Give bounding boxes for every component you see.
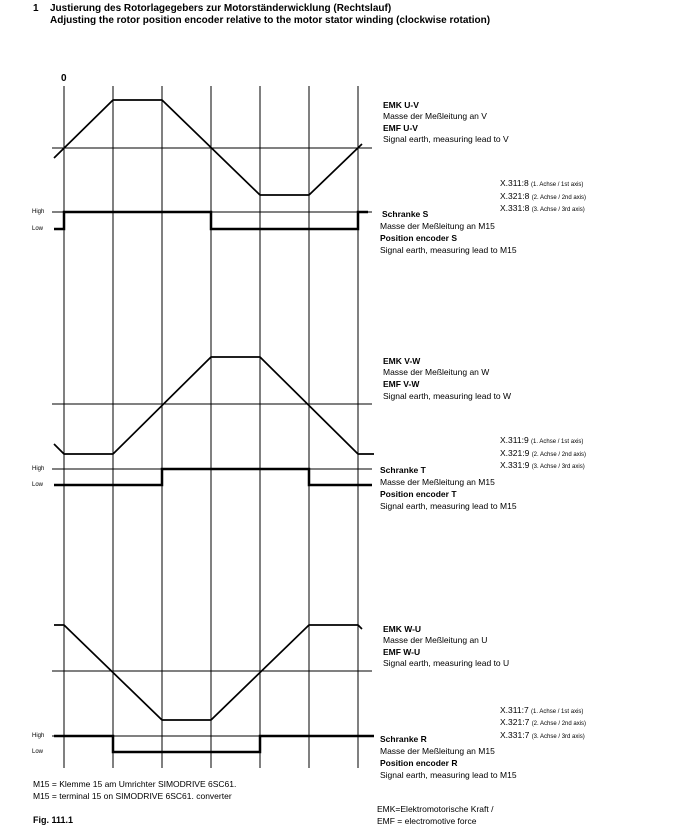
encoder-ground-en: Signal earth, measuring lead to M15 <box>380 770 517 780</box>
terminal-note: (3. Achse / 3rd axis) <box>531 734 585 740</box>
terminal-ref <box>500 204 585 213</box>
terminal-code: X.311:8 <box>500 178 529 188</box>
encoder-ground-de: Masse der Meßleitung an M15 <box>380 221 495 231</box>
terminal-note: (1. Achse / 1st axis) <box>531 182 584 188</box>
terminal-ref <box>500 449 586 458</box>
encoder-ground-en: Signal earth, measuring lead to M15 <box>380 245 517 255</box>
terminal-ref <box>500 436 583 445</box>
footnote-m15-german: M15 = Klemme 15 am Umrichter SIMODRIVE 6SC61. <box>33 779 237 789</box>
title-english: Adjusting the rotor position encoder relative to the motor stator winding (clockwise rotation) <box>50 15 491 26</box>
encoder-title-en: Position encoder R <box>380 758 458 768</box>
section-number: 1 <box>33 3 39 14</box>
emk-title: EMK V-W <box>383 356 421 366</box>
terminal-ref <box>500 718 586 727</box>
encoder-t-signal <box>54 469 372 485</box>
encoder-ground-en: Signal earth, measuring lead to M15 <box>380 501 517 511</box>
zero-label: 0 <box>61 73 67 84</box>
low-label: Low <box>32 226 44 232</box>
emf-v-w-waveform <box>54 357 374 454</box>
emf-ground-en: Signal earth, measuring lead to W <box>383 391 512 401</box>
emk-ground-de: Masse der Meßleitung an W <box>383 367 490 377</box>
encoder-r-signal <box>54 736 374 752</box>
high-label: High <box>32 209 45 215</box>
high-label: High <box>32 733 45 739</box>
emf-ground-en: Signal earth, measuring lead to V <box>383 134 509 144</box>
terminal-ref <box>500 706 583 715</box>
terminal-note: (1. Achse / 1st axis) <box>531 439 584 445</box>
encoder-ground-de: Masse der Meßleitung an M15 <box>380 746 495 756</box>
title-german: Justierung des Rotorlagegebers zur Motorständerwicklung (Rechtslauf) <box>50 3 392 14</box>
encoder-s-signal <box>54 212 368 229</box>
emf-w-u-waveform <box>54 625 362 720</box>
terminal-code: X.331:8 <box>500 203 530 213</box>
encoder-ground-de: Masse der Meßleitung an M15 <box>380 477 495 487</box>
footnote-emk-german: EMK=Elektromotorische Kraft / <box>377 804 494 814</box>
figure-label: Fig. 111.1 <box>33 815 74 825</box>
emf-ground-en: Signal earth, measuring lead to U <box>383 658 510 668</box>
terminal-note: (3. Achse / 3rd axis) <box>531 207 585 213</box>
emf-title: EMF V-W <box>383 379 420 389</box>
terminal-ref <box>500 731 585 740</box>
horizontal-reference-lines <box>52 148 372 736</box>
emk-title: EMK W-U <box>383 624 422 634</box>
terminal-note: (2. Achse / 2nd axis) <box>531 452 587 458</box>
high-label: High <box>32 466 45 472</box>
terminal-ref <box>500 179 583 188</box>
low-label: Low <box>32 749 44 755</box>
terminal-code: X.321:7 <box>500 717 530 727</box>
vertical-gridlines <box>64 86 358 768</box>
terminal-note: (1. Achse / 1st axis) <box>531 709 584 715</box>
encoder-title: Schranke T <box>380 465 426 475</box>
emf-title: EMF U-V <box>383 123 418 133</box>
footnote-m15-english: M15 = terminal 15 on SIMODRIVE 6SC61. converter <box>33 791 232 801</box>
encoder-title: Schranke S <box>382 209 429 219</box>
encoder-title-en: Position encoder T <box>380 489 457 499</box>
emk-ground-de: Masse der Meßleitung an V <box>383 111 487 121</box>
terminal-code: X.321:8 <box>500 191 530 201</box>
terminal-code: X.331:7 <box>500 730 530 740</box>
terminal-note: (2. Achse / 2nd axis) <box>531 721 587 727</box>
emf-title: EMF W-U <box>383 647 421 657</box>
terminal-note: (2. Achse / 2nd axis) <box>531 195 587 201</box>
terminal-code: X.311:9 <box>500 435 529 445</box>
terminal-ref <box>500 461 585 470</box>
terminal-code: X.311:7 <box>500 705 529 715</box>
terminal-ref <box>500 192 586 201</box>
terminal-code: X.331:9 <box>500 460 530 470</box>
terminal-note: (3. Achse / 3rd axis) <box>531 464 585 470</box>
encoder-title: Schranke R <box>380 734 427 744</box>
terminal-code: X.321:9 <box>500 448 530 458</box>
footnote-emk-english: EMF = electromotive force <box>377 816 477 826</box>
emk-title: EMK U-V <box>383 100 419 110</box>
emk-ground-de: Masse der Meßleitung an U <box>383 635 488 645</box>
low-label: Low <box>32 482 44 488</box>
encoder-title-en: Position encoder S <box>380 233 457 243</box>
